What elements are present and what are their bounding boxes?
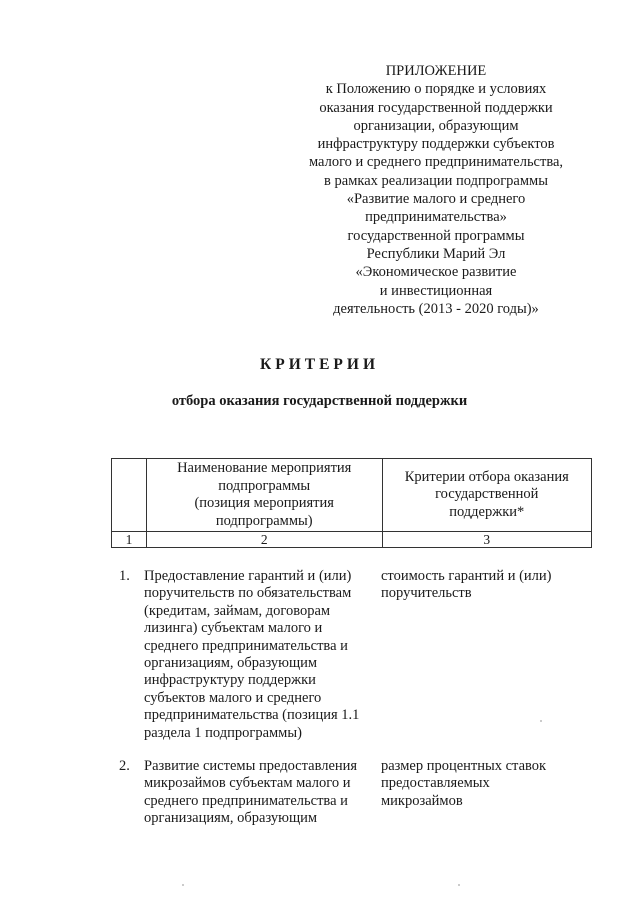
activity-line: микрозаймов субъектам малого и: [144, 775, 351, 792]
header-text-line: Критерии отбора оказания: [404, 468, 569, 485]
table-header-row: [112, 459, 592, 532]
appendix-line: «Развитие малого и среднего: [346, 191, 526, 208]
activity-line: Предоставление гарантий и (или): [144, 568, 352, 584]
appendix-line: в рамках реализации подпрограммы: [324, 172, 548, 189]
appendix-line: государственной программы: [347, 227, 525, 244]
table-number-row: [112, 532, 592, 548]
appendix-line: к Положению о порядке и условиях: [325, 81, 547, 98]
scan-speck: [182, 884, 184, 886]
document-subtitle: отбора оказания государственной поддержки: [171, 393, 468, 409]
appendix-line: малого и среднего предпринимательства,: [308, 154, 564, 171]
appendix-line: «Экономическое развитие: [355, 264, 517, 281]
activity-line: среднего предпринимательства и: [144, 637, 348, 654]
activity-line: инфраструктуру поддержки: [144, 672, 316, 689]
header-text-line: поддержки*: [449, 503, 525, 520]
header-cell-activity: [146, 459, 382, 532]
activity-line: раздела 1 подпрограммы): [144, 724, 302, 741]
criteria-line: стоимость гарантий и (или): [381, 568, 552, 584]
appendix-line: и инвестиционная: [379, 282, 493, 299]
header-cell-number: [112, 459, 147, 532]
row-criteria: [381, 758, 591, 810]
header-text-line: государственной: [435, 486, 539, 503]
row-criteria: [381, 568, 591, 603]
activity-line: организациям, образующим: [144, 655, 318, 672]
activity-line: лизинга) субъектам малого и: [144, 620, 323, 637]
appendix-line: оказания государственной поддержки: [319, 99, 553, 116]
scan-speck: [540, 720, 542, 722]
scan-speck: [458, 884, 460, 886]
header-text-line: (позиция мероприятия: [194, 495, 334, 511]
activity-line: Развитие системы предоставления: [144, 758, 358, 774]
header-cell-criteria: [382, 459, 591, 532]
criteria-line: размер процентных ставок: [381, 758, 547, 774]
appendix-line: инфраструктуру поддержки субъектов: [317, 136, 555, 153]
activity-line: поручительств по обязательствам: [144, 585, 352, 602]
appendix-line: ПРИЛОЖЕНИЕ: [385, 63, 487, 79]
activity-line: субъектов малого и среднего: [144, 689, 322, 706]
activity-line: (кредитам, займам, договорам: [144, 602, 331, 619]
activity-line: организациям, образующим: [144, 810, 318, 827]
activity-line: предпринимательства (позиция 1.1: [144, 707, 360, 724]
criteria-line: поручительств: [381, 585, 472, 602]
appendix-line: деятельность (2013 - 2020 годы)»: [333, 300, 539, 317]
header-text-line: подпрограммы: [218, 477, 311, 494]
header-text-line: Наименование мероприятия: [177, 460, 352, 476]
row-activity: [144, 568, 376, 742]
document-title: КРИТЕРИИ: [259, 356, 380, 373]
appendix-line: организации, образующим: [353, 117, 519, 134]
criteria-line: предоставляемых: [381, 775, 490, 792]
appendix-block: [290, 62, 582, 318]
row-number: 1.: [119, 568, 130, 584]
row-activity: [144, 758, 376, 828]
row-number: 2.: [119, 758, 130, 774]
appendix-line: Республики Марий Эл: [366, 245, 506, 262]
appendix-line: предпринимательства»: [365, 209, 507, 226]
column-number-1: 1: [112, 532, 147, 548]
column-number-3: 3: [382, 532, 591, 548]
column-number-2: 2: [146, 532, 382, 548]
activity-line: среднего предпринимательства и: [144, 792, 348, 809]
header-text-line: подпрограммы): [215, 512, 313, 529]
criteria-table-header: [111, 458, 592, 548]
criteria-line: микрозаймов: [381, 792, 463, 809]
